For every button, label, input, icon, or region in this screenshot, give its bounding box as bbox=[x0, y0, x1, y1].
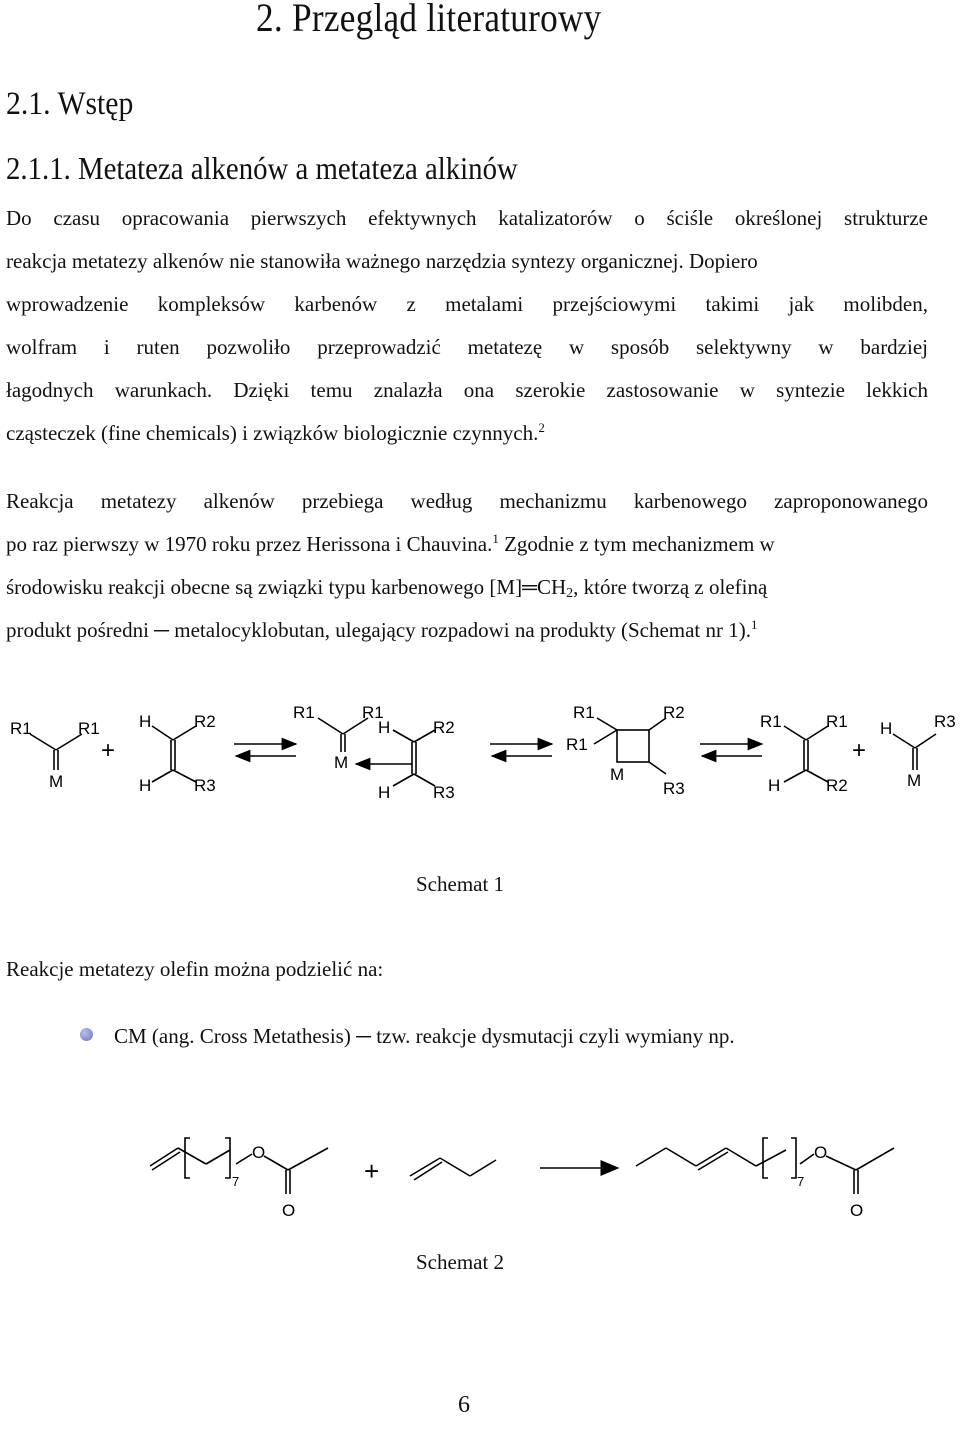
text-line: reakcja metatezy alkenów nie stanowiła ważnego narzędzia syntezy organicznej. Dopiero bbox=[6, 249, 758, 273]
atom-label: R1 bbox=[293, 703, 315, 722]
citation-ref: 1 bbox=[492, 531, 499, 546]
paragraph-intro bbox=[6, 197, 928, 455]
text-line: cząsteczek (fine chemicals) i związków biologicznie czynnych.$^2$ bbox=[6, 420, 545, 445]
atom-label: R2 bbox=[433, 718, 455, 737]
page-number: 6 bbox=[458, 1392, 470, 1418]
paragraph-types: Reakcje metatezy olefin można podzielić na: bbox=[6, 957, 384, 981]
atom-label: H bbox=[139, 776, 152, 795]
atom-label: O bbox=[252, 1143, 266, 1162]
text-line: środowisku reakcji obecne są związki typu karbenowego $[M]═CH_2$, które tworzą z olefiną bbox=[6, 575, 768, 601]
scheme-1-diagram bbox=[0, 690, 960, 820]
atom-label: M bbox=[49, 772, 64, 791]
atom-label: R1 bbox=[826, 712, 848, 731]
atom-label: M bbox=[610, 765, 625, 784]
subsection-heading: 2.1.1. Metateza alkenów a metateza alkinów bbox=[6, 150, 518, 186]
repeat-count: 7 bbox=[797, 1174, 805, 1189]
text-line: produkt pośredni ─ metalocyklobutan, ulegający rozpadowi na produkty (Schemat nr 1).$^1$ bbox=[6, 617, 758, 642]
atom-label: R1 bbox=[566, 735, 588, 754]
bullet-icon bbox=[80, 1028, 93, 1041]
atom-label: R1 bbox=[10, 719, 32, 738]
bullet-cross-metathesis: CM (ang. Cross Metathesis) ─ tzw. reakcje dysmutacji czyli wymiany np. bbox=[114, 1024, 735, 1048]
atom-label: M bbox=[907, 771, 922, 790]
citation-ref: 2 bbox=[538, 420, 545, 435]
chapter-title: 2. Przegląd literaturowy bbox=[256, 0, 602, 40]
atom-label: O bbox=[850, 1201, 864, 1220]
atom-label: M bbox=[334, 753, 349, 772]
atom-label: R3 bbox=[663, 779, 685, 798]
text-line: Do czasu opracowania pierwszych efektywnych katalizatorów o ściśle określonej strukturze bbox=[6, 206, 928, 230]
atom-label: H bbox=[880, 719, 893, 738]
plus-sign: + bbox=[101, 737, 116, 764]
plus-sign: + bbox=[364, 1156, 380, 1186]
text-line: po raz pierwszy w 1970 roku przez Herissona i Chauvina.$^1$ Zgodnie z tym mechanizmem w bbox=[6, 531, 775, 556]
atom-label: R2 bbox=[663, 703, 685, 722]
atom-label: R3 bbox=[433, 783, 455, 802]
subscript: 2 bbox=[566, 586, 574, 601]
text-line: wolfram i ruten pozwoliło przeprowadzić metatezę w sposób selektywny w bardziej bbox=[6, 335, 928, 359]
plus-sign: + bbox=[852, 737, 867, 764]
scheme-2-caption: Schemat 2 bbox=[416, 1250, 505, 1274]
atom-label: O bbox=[814, 1143, 828, 1162]
atom-label: R1 bbox=[362, 703, 384, 722]
atom-label: R1 bbox=[573, 703, 595, 722]
scheme-1-caption: Schemat 1 bbox=[416, 872, 505, 896]
repeat-count: 7 bbox=[232, 1174, 240, 1189]
section-heading: 2.1. Wstęp bbox=[6, 86, 134, 122]
atom-label: R1 bbox=[760, 712, 782, 731]
paragraph-mechanism bbox=[6, 480, 928, 652]
atom-label: H bbox=[378, 718, 391, 737]
scheme-2-diagram bbox=[0, 1130, 960, 1230]
citation-ref: 1 bbox=[751, 617, 758, 632]
text-line: łagodnych warunkach. Dzięki temu znalazła ona szerokie zastosowanie w syntezie lekkich bbox=[6, 378, 928, 402]
text-line: wprowadzenie kompleksów karbenów z metalami przejściowymi takimi jak molibden, bbox=[6, 292, 928, 316]
atom-label: R1 bbox=[78, 719, 100, 738]
atom-label: H bbox=[139, 712, 152, 731]
atom-label: R3 bbox=[194, 776, 216, 795]
atom-label: R3 bbox=[934, 712, 956, 731]
text-line: Reakcja metatezy alkenów przebiega według mechanizmu karbenowego zaproponowanego bbox=[6, 489, 928, 513]
atom-label: R2 bbox=[826, 776, 848, 795]
atom-label: H bbox=[378, 783, 391, 802]
atom-label: O bbox=[282, 1201, 296, 1220]
atom-label: H bbox=[768, 776, 781, 795]
atom-label: R2 bbox=[194, 712, 216, 731]
